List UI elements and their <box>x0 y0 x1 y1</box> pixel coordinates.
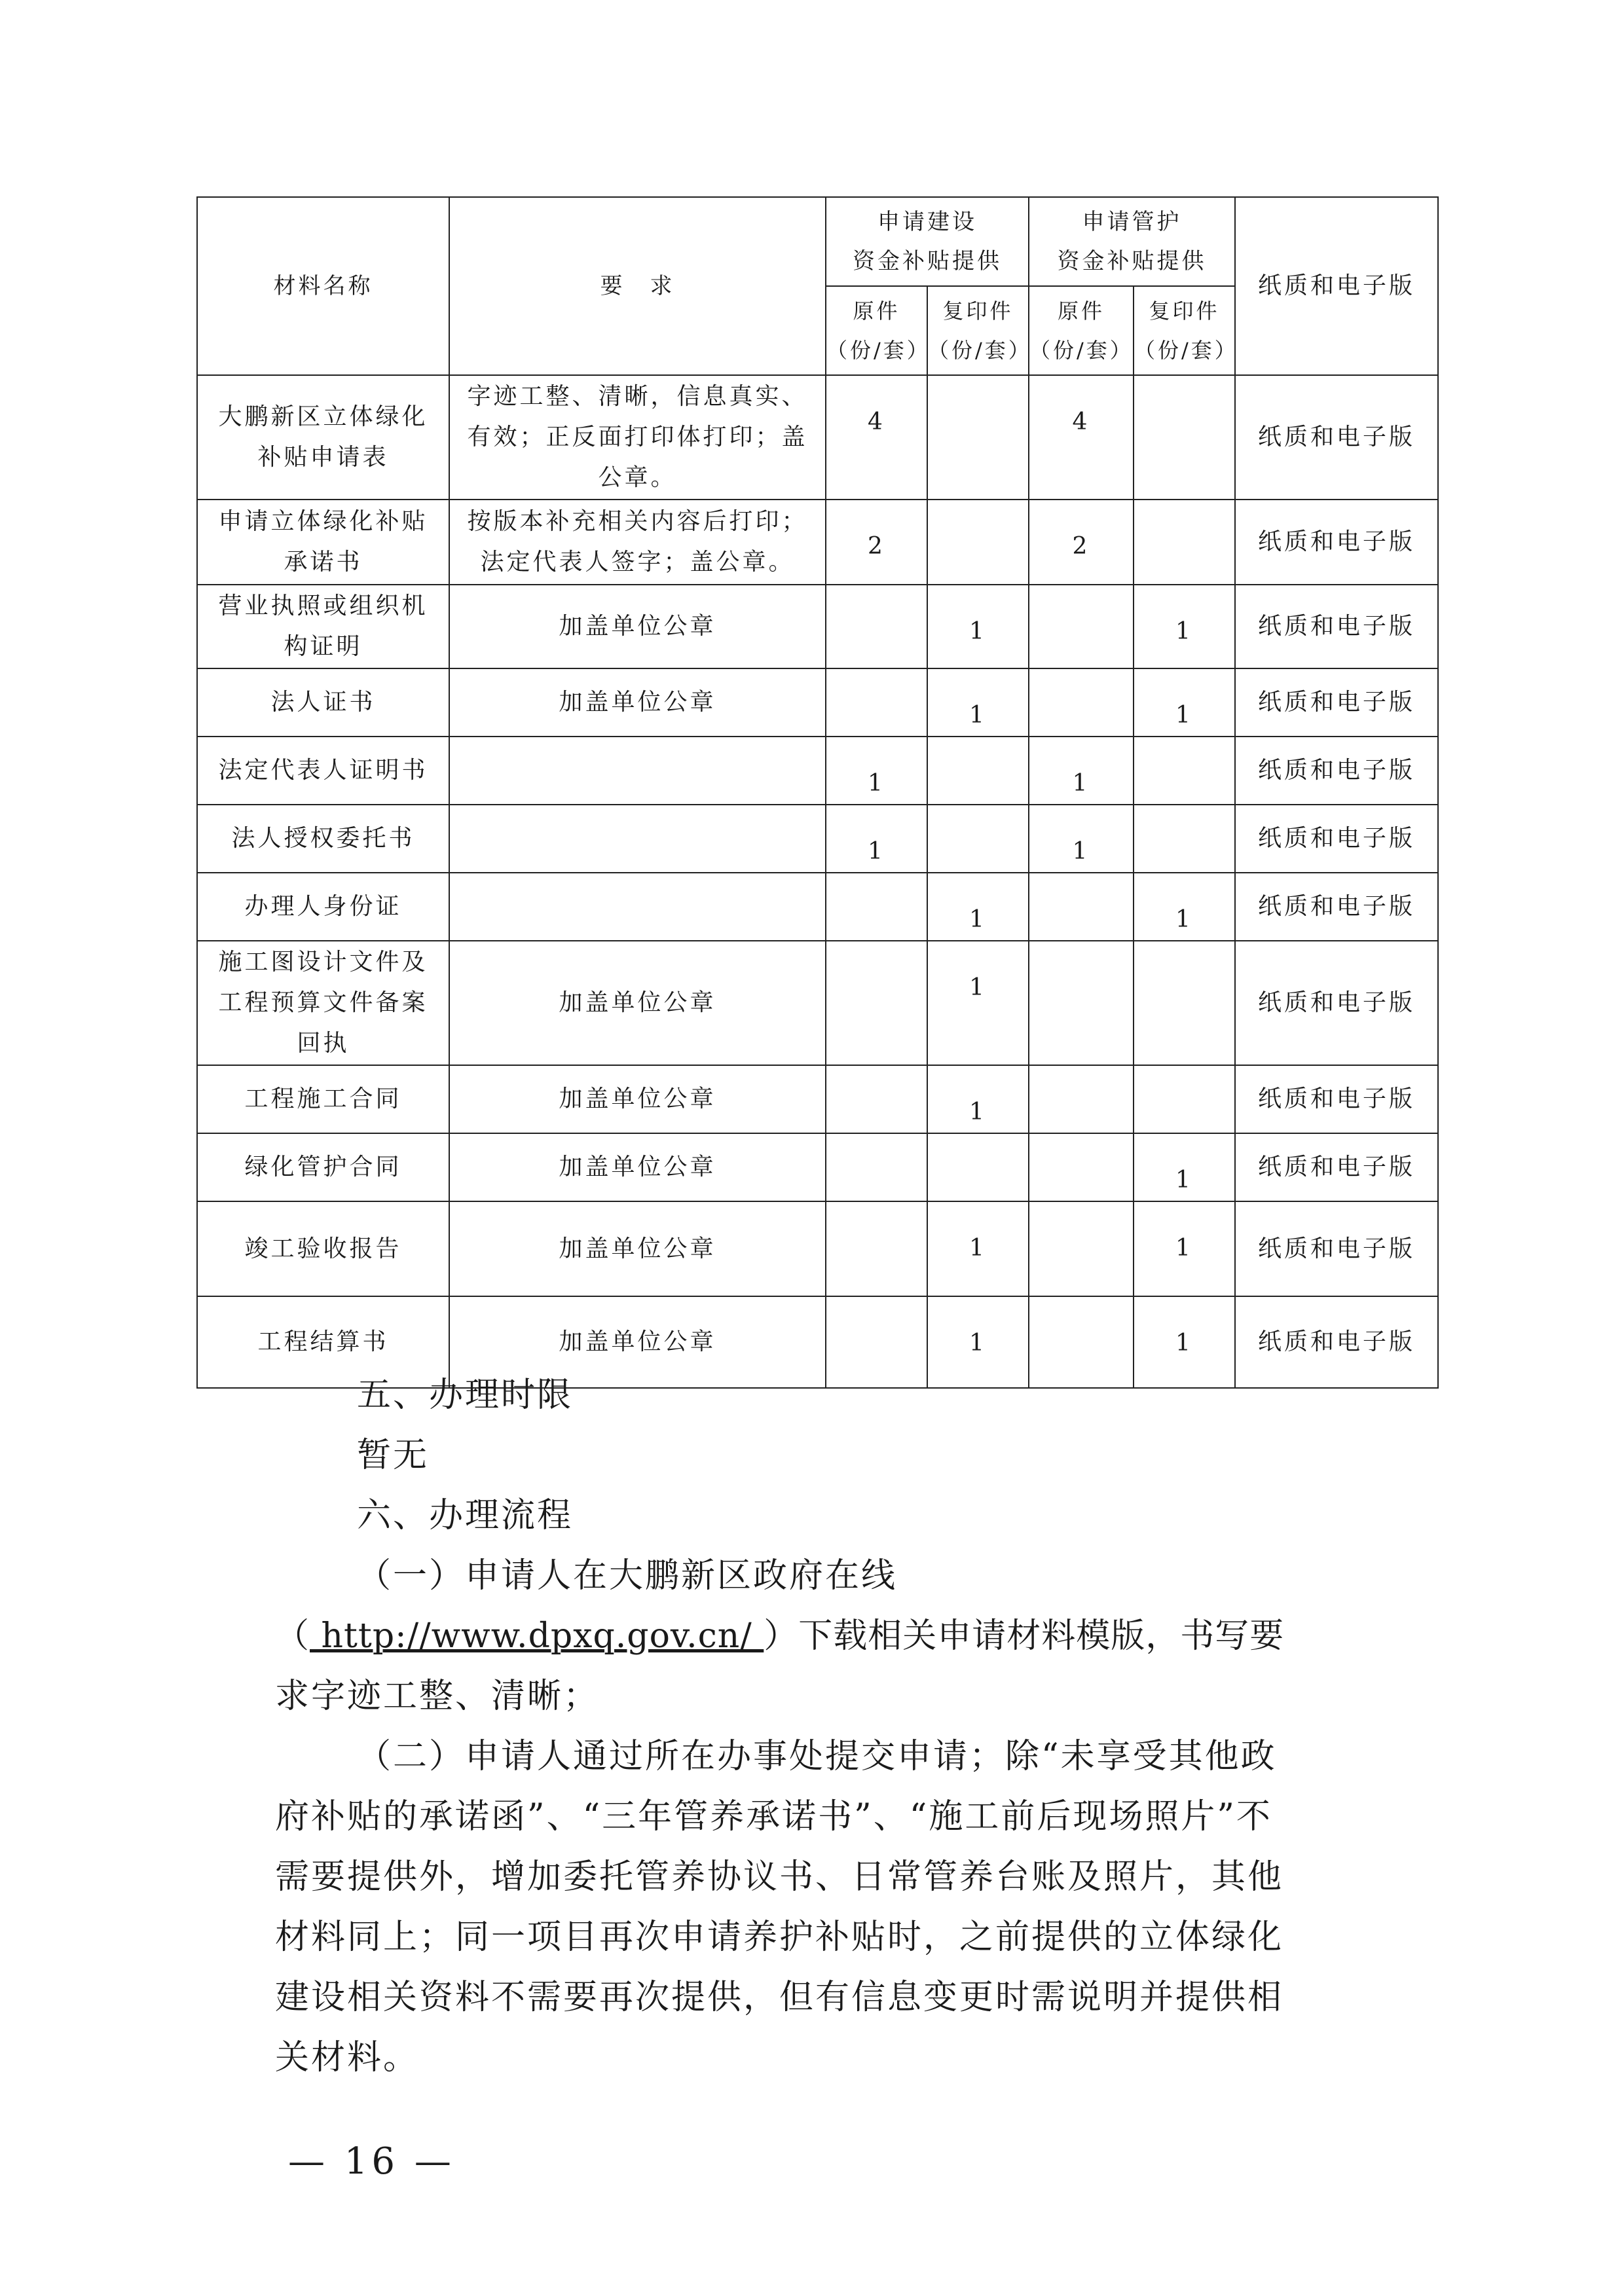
materials-table-body <box>197 197 1438 1388</box>
requirement-cell <box>449 1133 826 1201</box>
count-cell-b-copy <box>927 805 1029 873</box>
step2-line: 需要提供外，增加委托管养协议书、日常管养台账及照片，其他 <box>275 1857 1284 1897</box>
requirement-cell <box>449 805 826 873</box>
count-cell-b-copy: 1 <box>927 941 1029 1065</box>
requirement-line: 加盖单位公章 <box>559 1328 716 1355</box>
count-cell-b-copy: 1 <box>927 1296 1029 1388</box>
requirement-cell <box>449 500 826 585</box>
requirement-line: 加盖单位公章 <box>559 989 716 1016</box>
count-cell-m-orig: 4 <box>1029 375 1134 500</box>
requirement-cell <box>449 375 826 500</box>
table-row <box>197 585 1438 668</box>
material-name-cell <box>197 1201 449 1296</box>
table-row <box>197 1065 1438 1133</box>
requirement-line: 加盖单位公章 <box>559 689 716 716</box>
step2-line: （二）申请人通过所在办事处提交申请；除“未享受其他政 <box>357 1737 1277 1776</box>
format-cell: 纸质和电子版 <box>1235 375 1438 500</box>
requirement-line: 有效；正反面打印体打印；盖 <box>467 424 808 450</box>
count-cell-b-orig <box>826 1065 927 1133</box>
subheader-label: 原件 <box>1057 299 1105 323</box>
table-row <box>197 873 1438 941</box>
format-cell: 纸质和电子版 <box>1235 1133 1438 1201</box>
count-cell-m-orig <box>1029 1201 1134 1296</box>
count-cell-b-copy: 1 <box>927 585 1029 668</box>
count-cell-m-copy: 1 <box>1134 873 1235 941</box>
count-cell-m-orig <box>1029 941 1134 1065</box>
material-name-cell <box>197 375 449 500</box>
page-number: — 16 — <box>288 2140 455 2183</box>
subheader-unit: （份/套） <box>928 338 1032 363</box>
subheader-build-original <box>826 286 931 375</box>
table-row <box>197 500 1438 585</box>
count-cell-b-orig <box>826 941 927 1065</box>
material-name-line: 工程预算文件备案 <box>218 989 428 1016</box>
format-cell: 纸质和电子版 <box>1235 1296 1438 1388</box>
count-cell-m-orig: 2 <box>1029 500 1134 585</box>
step1-url-line <box>275 1606 1284 1666</box>
material-name-line: 工程结算书 <box>257 1328 389 1355</box>
section5-heading: 五、办理时限 <box>357 1376 574 1415</box>
count-cell-m-copy: 1 <box>1134 1201 1235 1296</box>
format-cell: 纸质和电子版 <box>1235 873 1438 941</box>
requirement-line: 加盖单位公章 <box>559 1154 716 1180</box>
material-name-cell <box>197 1133 449 1201</box>
requirement-line: 按版本补充相关内容后打印； <box>467 508 808 535</box>
step1-open-paren: （ <box>275 1616 310 1656</box>
count-cell-b-orig <box>826 1201 927 1296</box>
count-cell-b-copy: 1 <box>927 1065 1029 1133</box>
material-name-line: 绿化管护合同 <box>244 1154 402 1180</box>
step1-lead: （一）申请人在大鹏新区政府在线 <box>357 1556 898 1595</box>
material-name-cell <box>197 873 449 941</box>
table-row <box>197 1133 1438 1201</box>
count-cell-m-orig <box>1029 668 1134 737</box>
count-cell-m-copy <box>1134 375 1235 500</box>
count-cell-b-copy: 1 <box>927 1201 1029 1296</box>
step2-line: 府补贴的承诺函”、“三年管养承诺书”、“施工前后现场照片”不 <box>275 1797 1272 1836</box>
material-name-line: 大鹏新区立体绿化 <box>218 403 428 430</box>
header-build-line1: 申请建设 <box>877 209 977 235</box>
header-row <box>197 197 1438 286</box>
table-row <box>197 805 1438 873</box>
count-cell-b-orig <box>826 873 927 941</box>
count-cell-m-copy <box>1134 1065 1235 1133</box>
count-cell-b-orig: 2 <box>826 500 927 585</box>
count-cell-m-copy: 1 <box>1134 668 1235 737</box>
table-row <box>197 668 1438 737</box>
format-cell: 纸质和电子版 <box>1235 941 1438 1065</box>
table-row <box>197 737 1438 805</box>
count-cell-m-copy <box>1134 737 1235 805</box>
header-build-subsidy <box>826 197 1029 286</box>
requirement-line: 字迹工整、清晰，信息真实、 <box>467 383 808 410</box>
step2-line: 材料同上；同一项目再次申请养护补贴时，之前提供的立体绿化 <box>275 1918 1284 1957</box>
section6-heading: 六、办理流程 <box>357 1496 574 1535</box>
format-cell: 纸质和电子版 <box>1235 737 1438 805</box>
section5-text: 暂无 <box>357 1436 430 1475</box>
header-format: 纸质和电子版 <box>1235 197 1438 375</box>
step2-line: 建设相关资料不需要再次提供，但有信息变更时需说明并提供相 <box>275 1978 1284 2017</box>
requirement-cell <box>449 873 826 941</box>
count-cell-m-orig <box>1029 1065 1134 1133</box>
count-cell-m-copy: 1 <box>1134 1133 1235 1201</box>
material-name-cell <box>197 668 449 737</box>
material-name-cell <box>197 941 449 1065</box>
subheader-build-copy <box>927 286 1032 375</box>
step1-download-text: ）下载相关申请材料模版，书写要 <box>764 1616 1285 1656</box>
count-cell-m-copy <box>1134 941 1235 1065</box>
format-cell: 纸质和电子版 <box>1235 1201 1438 1296</box>
requirement-line: 加盖单位公章 <box>559 613 716 640</box>
count-cell-m-copy <box>1134 500 1235 585</box>
count-cell-m-orig <box>1029 1133 1134 1201</box>
header-build-line2: 资金补贴提供 <box>853 248 1002 274</box>
requirement-cell <box>449 1065 826 1133</box>
table-row <box>197 1201 1438 1296</box>
material-name-line: 承诺书 <box>284 549 363 575</box>
requirement-cell <box>449 668 826 737</box>
material-name-line: 法人授权委托书 <box>231 825 415 852</box>
material-name-line: 申请立体绿化补贴 <box>218 508 428 535</box>
material-name-line: 构证明 <box>284 633 363 660</box>
subheader-unit: （份/套） <box>1134 338 1238 363</box>
material-name-line: 施工图设计文件及 <box>218 949 428 975</box>
count-cell-b-orig: 1 <box>826 737 927 805</box>
requirement-line: 公章。 <box>598 464 677 491</box>
material-name-cell <box>197 1065 449 1133</box>
material-name-cell <box>197 500 449 585</box>
material-name-cell <box>197 585 449 668</box>
requirement-cell <box>449 737 826 805</box>
step2-line: 关材料。 <box>275 2038 420 2077</box>
header-maint-subsidy <box>1029 197 1235 286</box>
table-row <box>197 941 1438 1065</box>
subheader-unit: （份/套） <box>826 338 931 363</box>
count-cell-m-orig <box>1029 585 1134 668</box>
subheader-label: 复印件 <box>942 299 1014 323</box>
material-name-line: 工程施工合同 <box>244 1085 402 1112</box>
count-cell-m-copy: 1 <box>1134 1296 1235 1388</box>
count-cell-b-copy <box>927 737 1029 805</box>
count-cell-m-orig: 1 <box>1029 737 1134 805</box>
table-row <box>197 375 1438 500</box>
material-name-line: 营业执照或组织机 <box>218 592 428 619</box>
format-cell: 纸质和电子版 <box>1235 668 1438 737</box>
material-name-line: 法定代表人证明书 <box>218 757 428 784</box>
requirement-line: 法定代表人签字；盖公章。 <box>480 549 795 575</box>
header-maint-line2: 资金补贴提供 <box>1057 248 1207 274</box>
count-cell-b-copy <box>927 1133 1029 1201</box>
subheader-maint-original <box>1029 286 1134 375</box>
count-cell-b-copy: 1 <box>927 873 1029 941</box>
step1-tail: 求字迹工整、清晰； <box>275 1677 600 1716</box>
format-cell: 纸质和电子版 <box>1235 1065 1438 1133</box>
count-cell-m-orig <box>1029 873 1134 941</box>
subheader-label: 复印件 <box>1149 299 1220 323</box>
format-cell: 纸质和电子版 <box>1235 500 1438 585</box>
material-name-line: 回执 <box>297 1030 350 1057</box>
subheader-maint-copy <box>1134 286 1238 375</box>
material-name-cell <box>197 737 449 805</box>
count-cell-b-orig <box>826 1296 927 1388</box>
header-maint-line1: 申请管护 <box>1082 209 1182 235</box>
requirement-line: 加盖单位公章 <box>559 1085 716 1112</box>
count-cell-b-copy <box>927 375 1029 500</box>
header-material-name: 材料名称 <box>197 197 449 375</box>
count-cell-m-orig <box>1029 1296 1134 1388</box>
requirement-cell <box>449 1201 826 1296</box>
format-cell: 纸质和电子版 <box>1235 585 1438 668</box>
site-url-link[interactable]: http://www.dpxq.gov.cn/ <box>310 1616 764 1656</box>
material-name-line: 竣工验收报告 <box>244 1235 402 1262</box>
subheader-label: 原件 <box>853 299 900 323</box>
material-name-line: 办理人身份证 <box>244 893 402 920</box>
count-cell-b-orig <box>826 1133 927 1201</box>
format-cell: 纸质和电子版 <box>1235 805 1438 873</box>
count-cell-b-copy <box>927 500 1029 585</box>
count-cell-b-orig: 1 <box>826 805 927 873</box>
materials-table <box>196 196 1439 1389</box>
material-name-line: 法人证书 <box>270 689 376 716</box>
count-cell-b-orig: 4 <box>826 375 927 500</box>
count-cell-m-orig: 1 <box>1029 805 1134 873</box>
count-cell-m-copy <box>1134 805 1235 873</box>
count-cell-m-copy: 1 <box>1134 585 1235 668</box>
requirement-cell <box>449 585 826 668</box>
count-cell-b-copy: 1 <box>927 668 1029 737</box>
material-name-line: 补贴申请表 <box>257 444 389 471</box>
count-cell-b-orig <box>826 585 927 668</box>
count-cell-b-orig <box>826 668 927 737</box>
requirement-cell <box>449 941 826 1065</box>
header-requirement: 要 求 <box>449 197 826 375</box>
requirement-line: 加盖单位公章 <box>559 1235 716 1262</box>
material-name-cell <box>197 805 449 873</box>
subheader-unit: （份/套） <box>1029 338 1134 363</box>
